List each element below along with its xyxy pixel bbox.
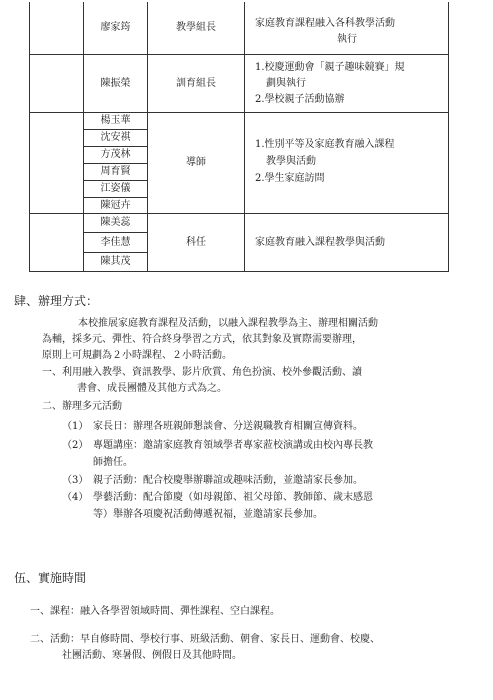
paragraph-line: 本校推展家庭教育課程及活動，以融入課程教學為主、辦理相關活動 [78, 318, 378, 329]
staff-name: 江姿儀 [100, 183, 131, 194]
duty-line: 家庭教育課程融入各科教學活動 [255, 18, 395, 29]
sub-item-label: （3） [62, 475, 89, 486]
staff-name: 廖家筠 [100, 22, 131, 33]
duty-line: 教學與活動 [266, 156, 316, 167]
duty-line: 2.學校親子活動協辦 [255, 94, 345, 105]
staff-name: 李佳慧 [100, 236, 131, 248]
staff-title: 導師 [186, 157, 206, 168]
staff-name: 陳冠卉 [100, 199, 131, 211]
table-border-right [448, 2, 449, 272]
sub-item-text: 師擔任。 [93, 457, 133, 468]
staff-name: 陳其茂 [100, 256, 131, 267]
staff-name: 陳美蕊 [100, 217, 131, 228]
staff-name: 楊玉華 [100, 115, 131, 126]
staff-title: 訓育組長 [176, 77, 216, 89]
list-item: 一、利用融入教學、資訊教學、影片欣賞、角色扮演、校外參觀活動、讀 [42, 367, 362, 378]
duty-line: 家庭教育融入課程教學與活動 [255, 237, 385, 248]
paragraph-line: 為輔，採多元、彈性、符合終身學習之方式，依其對象及實際需要辦理， [42, 334, 362, 345]
list-item: 二、活動：早自修時間、學校行事、班級活動、朝會、家長日、運動會、校慶、 [30, 634, 380, 645]
staff-name: 沈安祺 [100, 132, 131, 143]
list-item-continuation: 社團活動、寒暑假、例假日及其他時間。 [62, 650, 242, 661]
duty-line: 1.校慶運動會「親子趣味競賽」規 [255, 62, 405, 73]
staff-title: 教學組長 [176, 22, 216, 33]
staff-name: 周育賢 [100, 166, 131, 177]
list-item: 二、辦理多元活動 [42, 401, 122, 412]
duty-line: 劃與執行 [266, 78, 306, 89]
sub-item-text: 家長日：辦理各班親師懇談會、分送親職教育相關宣傳資料。 [93, 421, 363, 432]
sub-item-text: 親子活動：配合校慶舉辦聯誼或趣味活動，並邀請家長參加。 [93, 475, 363, 486]
staff-name: 方茂林 [100, 149, 131, 160]
section-heading: 伍、實施時間 [14, 571, 87, 585]
staff-title: 科任 [186, 236, 206, 248]
staff-name: 陳振榮 [100, 77, 131, 89]
sub-item-text: 學藝活動：配合節慶（如母親節、祖父母節、教師節、歲末感恩 [93, 492, 373, 503]
duty-line: 執行 [337, 34, 357, 45]
table-border-left [29, 2, 30, 272]
list-item-continuation: 書會、成長團體及其他方式為之。 [77, 383, 227, 394]
sub-item-label: （4） [62, 492, 89, 503]
sub-item-label: （1） [62, 421, 89, 432]
duty-line: 2.學生家庭訪問 [255, 173, 325, 184]
table-col-line-3 [244, 2, 245, 272]
paragraph-line: 原則上可規劃為２小時課程、２小時活動。 [42, 350, 232, 361]
sub-item-label: （2） [62, 440, 89, 451]
table-border-bottom [29, 271, 449, 272]
section-heading: 肆、辦理方式： [14, 294, 99, 308]
sub-item-text: 專題講座：邀請家庭教育領域學者專家蒞校演講或由校內專長教 [93, 440, 373, 451]
duty-line: 1.性別平等及家庭教育融入課程 [255, 139, 395, 150]
list-item: 一、課程：融入各學習領域時間、彈性課程、空白課程。 [30, 606, 280, 617]
staff-duty-table [29, 2, 449, 272]
sub-item-text: 等）舉辦各項慶祝活動傳遞祝福，並邀請家長參加。 [93, 509, 323, 520]
